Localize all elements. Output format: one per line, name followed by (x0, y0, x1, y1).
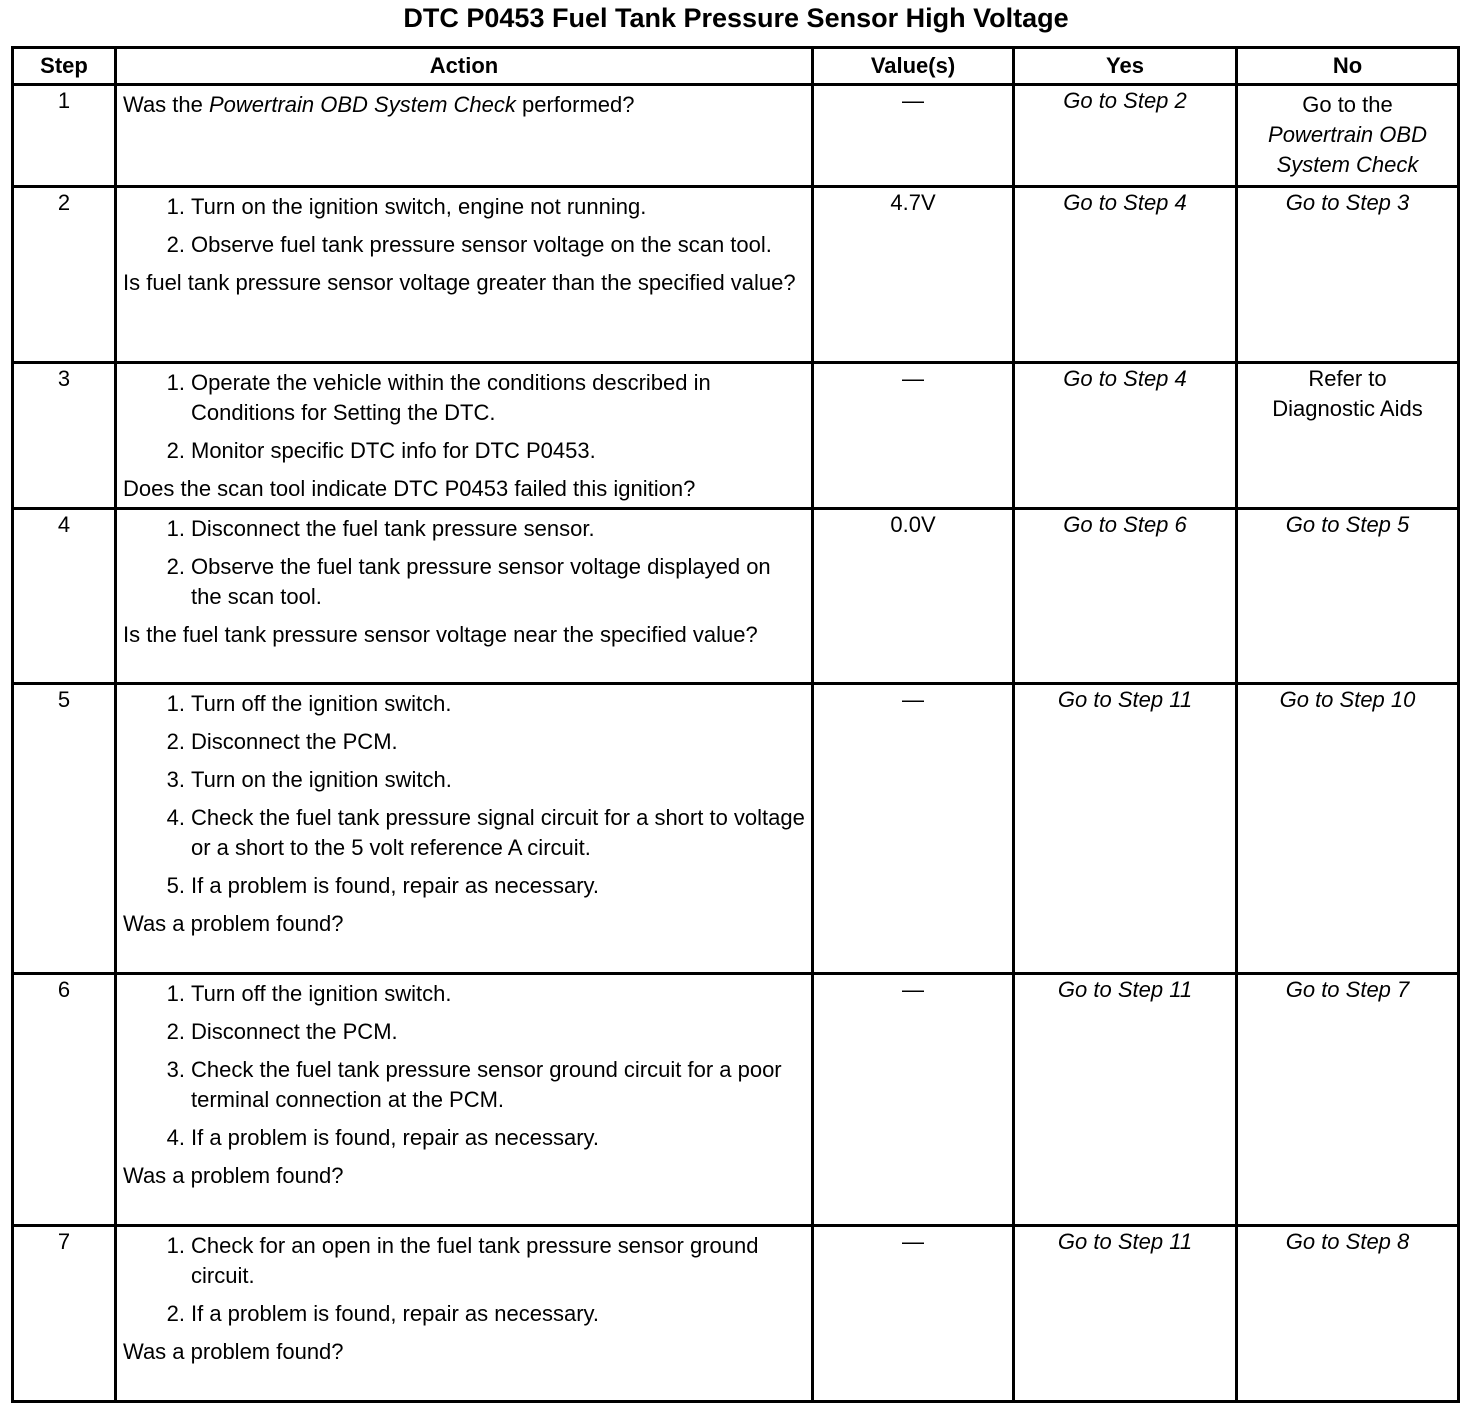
table-row (13, 1226, 1459, 1402)
value-cell: — (813, 363, 1014, 509)
action-item: 1. Operate the vehicle within the conditions described in Conditions for Setting the DTC. (166, 370, 711, 425)
no-cell: Refer to Diagnostic Aids (1237, 363, 1459, 509)
yes-cell: Go to Step 2 (1014, 85, 1237, 187)
action-item: 1. Turn off the ignition switch. (166, 981, 452, 1006)
no-cell: Go to Step 5 (1237, 509, 1459, 684)
action-item: 1. Turn on the ignition switch, engine not running. (166, 194, 647, 219)
no-cell: Go to the Powertrain OBD System Check (1237, 85, 1459, 187)
action-item: 4. Check the fuel tank pressure signal circuit for a short to voltage or a short to the 5 volt reference A circuit. (166, 805, 805, 860)
action-item: 1. Disconnect the fuel tank pressure sensor. (166, 516, 595, 541)
yes-cell: Go to Step 4 (1014, 187, 1237, 363)
table-row (13, 684, 1459, 974)
action-item: 2. Monitor specific DTC info for DTC P0453. (166, 438, 596, 463)
yes-cell: Go to Step 11 (1014, 684, 1237, 974)
action-item: 3. Check the fuel tank pressure sensor ground circuit for a poor terminal connection at the PCM. (166, 1057, 782, 1112)
action-question: Is the fuel tank pressure sensor voltage near the specified value? (123, 622, 758, 647)
action-question: Was a problem found? (123, 1339, 344, 1364)
diagnostic-table (11, 46, 1460, 1403)
yes-cell: Go to Step 11 (1014, 1226, 1237, 1402)
action-item: 2. Observe fuel tank pressure sensor voltage on the scan tool. (166, 232, 772, 257)
step-number: 6 (13, 974, 116, 1226)
no-cell: Go to Step 10 (1237, 684, 1459, 974)
no-cell: Go to Step 8 (1237, 1226, 1459, 1402)
step-number: 1 (13, 85, 116, 187)
action-item: 2. If a problem is found, repair as necessary. (166, 1301, 600, 1326)
header-yes: Yes (1014, 48, 1237, 85)
value-cell: 0.0V (813, 509, 1014, 684)
value-cell: — (813, 1226, 1014, 1402)
action-item: 3. Turn on the ignition switch. (166, 767, 452, 792)
no-cell: Go to Step 7 (1237, 974, 1459, 1226)
no-cell: Go to Step 3 (1237, 187, 1459, 363)
yes-cell: Go to Step 11 (1014, 974, 1237, 1226)
table-row (13, 974, 1459, 1226)
action-question: Does the scan tool indicate DTC P0453 failed this ignition? (123, 476, 696, 501)
action-item: 4. If a problem is found, repair as necessary. (166, 1125, 600, 1150)
action-cell (116, 187, 813, 363)
action-cell (116, 1226, 813, 1402)
step-number: 5 (13, 684, 116, 974)
action-question: Was a problem found? (123, 911, 344, 936)
step-number: 7 (13, 1226, 116, 1402)
table-row (13, 187, 1459, 363)
action-cell (116, 974, 813, 1226)
table-row (13, 85, 1459, 187)
value-cell: — (813, 85, 1014, 187)
action-cell (116, 85, 813, 187)
step-number: 3 (13, 363, 116, 509)
header-step: Step (13, 48, 116, 85)
table-row (13, 509, 1459, 684)
action-question: Was the Powertrain OBD System Check performed? (123, 92, 635, 117)
header-values: Value(s) (813, 48, 1014, 85)
header-no: No (1237, 48, 1459, 85)
step-number: 4 (13, 509, 116, 684)
value-cell: — (813, 684, 1014, 974)
yes-cell: Go to Step 4 (1014, 363, 1237, 509)
action-item: 2. Disconnect the PCM. (166, 1019, 398, 1044)
header-action: Action (116, 48, 813, 85)
table-row (13, 363, 1459, 509)
value-cell: — (813, 974, 1014, 1226)
action-cell (116, 509, 813, 684)
yes-cell: Go to Step 6 (1014, 509, 1237, 684)
value-cell: 4.7V (813, 187, 1014, 363)
action-item: 1. Turn off the ignition switch. (166, 691, 452, 716)
action-item: 1. Check for an open in the fuel tank pressure sensor ground circuit. (166, 1233, 759, 1288)
header-row (13, 48, 1459, 85)
page-title: DTC P0453 Fuel Tank Pressure Sensor High Voltage (403, 3, 1069, 33)
action-item: 2. Disconnect the PCM. (166, 729, 398, 754)
step-number: 2 (13, 187, 116, 363)
action-item: 5. If a problem is found, repair as necessary. (166, 873, 600, 898)
action-cell (116, 684, 813, 974)
action-question: Is fuel tank pressure sensor voltage greater than the specified value? (123, 270, 796, 295)
action-question: Was a problem found? (123, 1163, 344, 1188)
action-cell (116, 363, 813, 509)
action-item: 2. Observe the fuel tank pressure sensor voltage displayed on the scan tool. (166, 554, 771, 609)
